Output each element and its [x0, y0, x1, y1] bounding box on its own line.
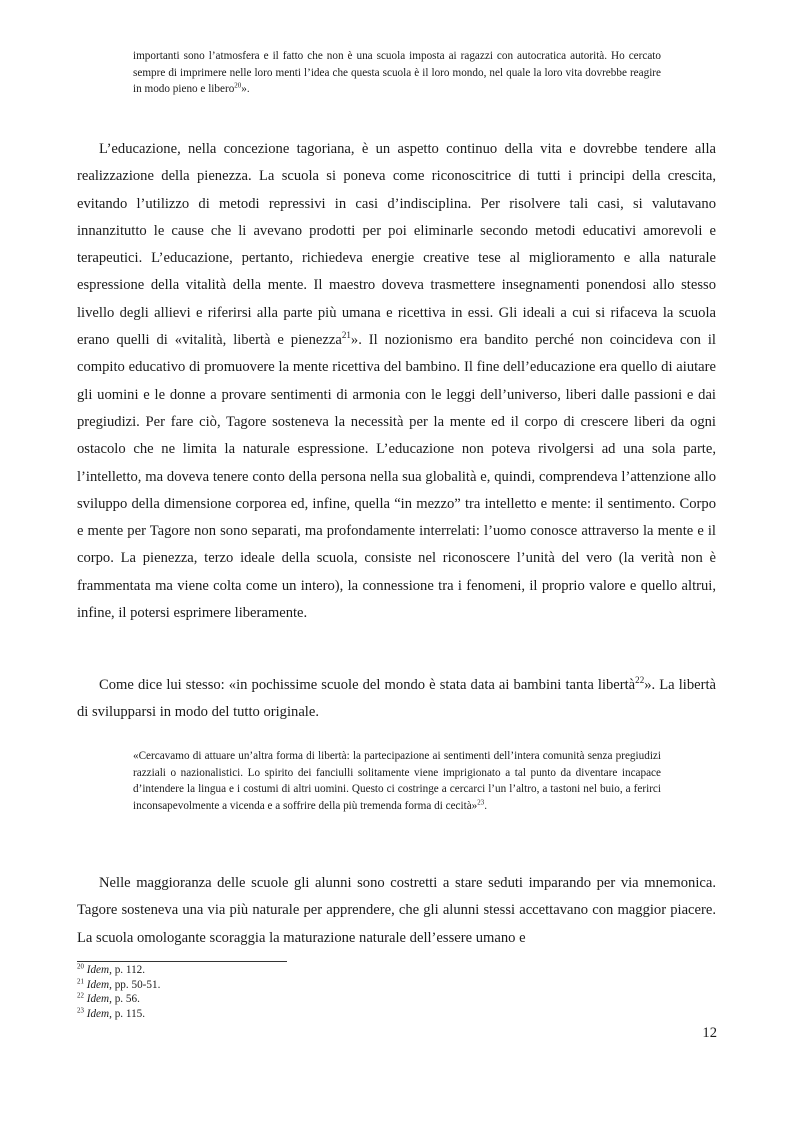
footnote-separator [77, 961, 287, 962]
footnote-23 [77, 1007, 160, 1022]
block-quote-middle [133, 748, 661, 814]
quote-text: «Cercavamo di attuare un’altra forma di libertà: la partecipazione ai sentimenti dell’intera comunità senza pregiudizi razziali o nazionalistici. Lo spirito dei fanciulli solitamente viene imprigionato a tal punto da diventare incapace d’intendere la lingua e i costumi di altri uomini. Questo ci costringe a cercarci l’un l’altro, a tastoni nel buio, a ferirci inconsapevolmente a vicenda e a soffrire della più tremenda forma di cecità» [133, 750, 661, 812]
footnotes [77, 963, 160, 1021]
footnote-number: 22 [77, 991, 84, 1000]
body-paragraph-3 [77, 870, 716, 952]
paragraph-text: L’educazione, nella concezione tagoriana, è un aspetto continuo della vita e dovrebbe tendere alla realizzazione della pienezza. La scuola si poneva come riconoscitrice di tutti i principi della crescita, evitando l’utilizzo di metodi repressivi in casi d’indisciplina. Per risolvere tali casi, si valutavano innanzitutto le cause che li avevano prodotti per poi eliminarle secondo metodi educativi amorevoli e terapeutici. L’educazione, pertanto, richiedeva energie creative tese al miglioramento e alla naturale espressione della vitalità della mente. Il maestro doveva trasmettere insegnamenti ponendosi allo stesso livello degli allievi e riferirsi alla parte più umana e ricettiva in essi. Gli ideali a cui si rifaceva la scuola erano quelli di «vitalità, libertà e pienezza [77, 141, 716, 349]
footnote-ref: pp. 50-51. [111, 978, 161, 991]
paragraph-text: Nelle maggioranza delle scuole gli alunni sono costretti a stare seduti imparando per via mnemonica. Tagore sosteneva una via più naturale per apprendere, che gli alunni stessi accettavano con maggior piacere. La scuola omologante scoraggia la maturazione naturale dell’essere umano e [77, 875, 716, 946]
body-paragraph-1 [77, 136, 716, 627]
paragraph-text: Come dice lui stesso: «in pochissime scuole del mondo è stata data ai bambini tanta libertà [99, 677, 636, 693]
footnote-source: Idem, [86, 1007, 112, 1020]
paragraph-text: ». La libertà di svilupparsi in modo del tutto originale. [77, 677, 716, 721]
quote-closing: . [484, 799, 488, 812]
footnote-21 [77, 978, 160, 993]
footnote-20 [77, 963, 160, 978]
footnote-ref-20[interactable]: 20 [234, 81, 242, 90]
footnote-ref: p. 56. [111, 993, 140, 1006]
footnote-source: Idem, [86, 993, 112, 1006]
footnote-ref: p. 112. [111, 964, 146, 976]
quote-closing: ». [241, 83, 250, 95]
block-quote-top [133, 48, 661, 98]
footnote-source: Idem, [86, 964, 112, 976]
body-paragraph-2 [77, 672, 716, 727]
paragraph-text: ». Il nozionismo era bandito perché non coincideva con il compito educativo di promuovere la mente ricettiva del bambino. Il fine dell’educazione era quello di aiutare gli uomini e le donne a provare sentimenti di armonia con le leggi dell’universo, liberi dalle passioni e dai pregiudizi. Per fare ciò, Tagore sosteneva la necessità per la mente ed il corpo di crescere liberi da ogni ostacolo che ne limita la naturale espressione. L’educazione non poteva rivolgersi ad una sola parte, l’intelletto, ma doveva tenere conto della persona nella sua globalità e, quindi, comprendeva l’attenzione allo sviluppo della dimensione corporea ed, infine, quella “in mezzo” tra intelletto e mente: il sentimento. Corpo e mente per Tagore non sono separati, ma profondamente interrelati: l’uomo conosce attraverso la mente e il corpo. La pienezza, terzo ideale della scuola, consiste nel riconoscere l’unità del vero (la verità non è frammentata ma viene colta come un intero), la connessione tra i fenomeni, il proprio valore e quello altrui, infine, il potersi esprimere liberamente. [77, 332, 716, 622]
footnote-22 [77, 992, 160, 1007]
quote-text: importanti sono l’atmosfera e il fatto che non è una scuola imposta ai ragazzi con autocratica autorità. Ho cercato sempre di imprimere nelle loro menti l’idea che questa scuola è il loro mondo, nel quale la loro vita dovrebbe reagire in modo pieno e libero [133, 50, 661, 95]
footnote-source: Idem, [86, 978, 112, 991]
footnote-ref-22[interactable]: 22 [635, 675, 645, 686]
footnote-ref: p. 115. [111, 1007, 146, 1020]
footnote-number: 20 [77, 962, 84, 971]
footnote-ref-23[interactable]: 23 [477, 797, 485, 806]
footnote-number: 21 [77, 976, 84, 985]
footnote-ref-21[interactable]: 21 [341, 330, 351, 341]
footnote-number: 23 [77, 1006, 84, 1015]
page-number: 12 [702, 1025, 717, 1041]
